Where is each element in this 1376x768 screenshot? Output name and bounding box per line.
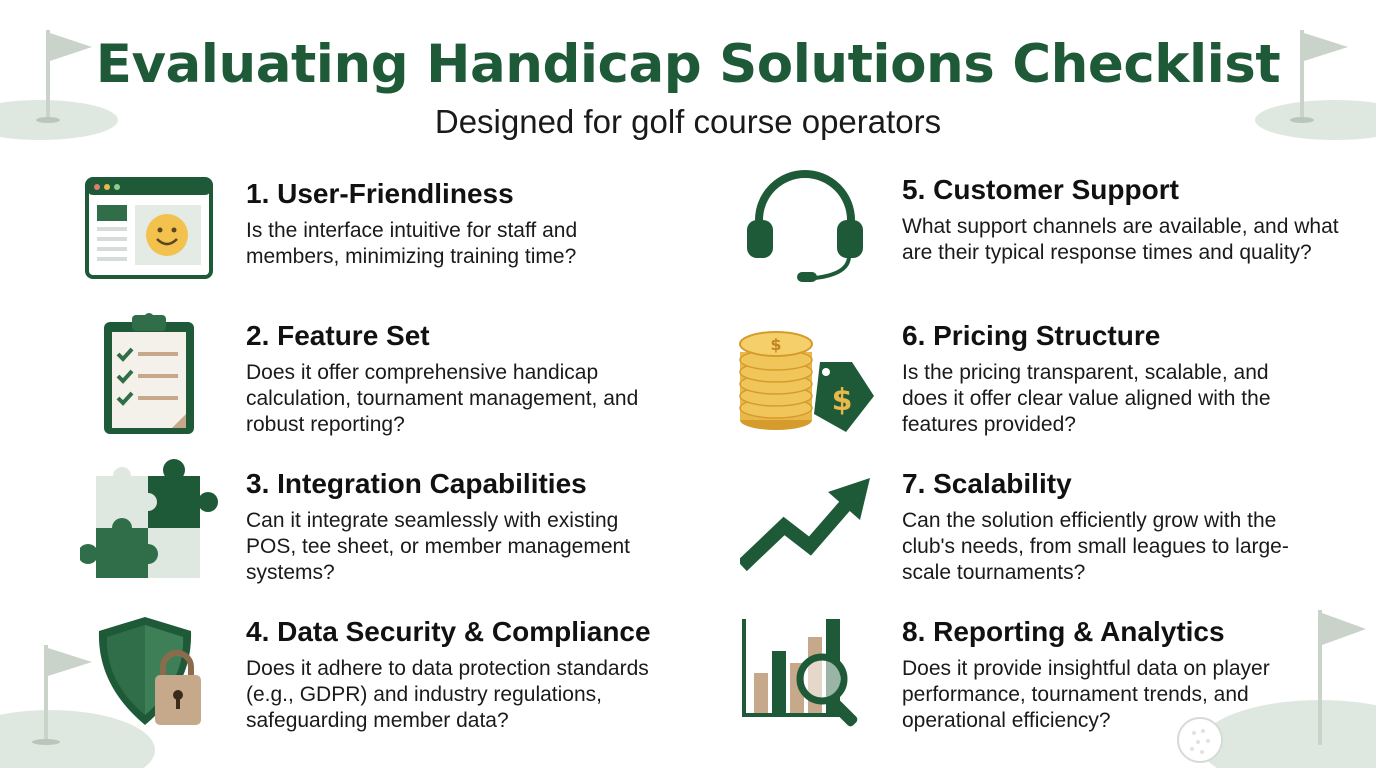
item-title: 4. Data Security & Compliance <box>246 616 651 647</box>
item-title: 5. Customer Support <box>902 174 1179 205</box>
item-title: 8. Reporting & Analytics <box>902 616 1225 647</box>
bar-chart-magnifier-icon <box>740 615 875 730</box>
checklist-item-8 <box>902 616 1372 734</box>
checklist-item-5 <box>902 174 1372 266</box>
checklist-item-6 <box>902 320 1372 438</box>
item-description: What support channels are available, and what are their typical response times and quality? <box>902 215 1339 264</box>
item-description: Does it provide insightful data on player performance, tournament trends, and operational efficiency? <box>902 657 1270 732</box>
item-description: Is the interface intuitive for staff and members, minimizing training time? <box>246 219 578 268</box>
item-title: 7. Scalability <box>902 468 1072 499</box>
checklist-item-7 <box>902 468 1372 586</box>
browser-smiley-icon <box>85 177 213 279</box>
item-description: Can the solution efficiently grow with the club's needs, from small leagues to large-scale tournaments? <box>902 509 1289 584</box>
puzzle-pieces-icon <box>80 458 220 582</box>
item-description: Is the pricing transparent, scalable, and does it offer clear value aligned with the features provided? <box>902 361 1271 436</box>
shield-lock-icon <box>95 615 215 730</box>
headset-icon <box>745 168 865 288</box>
coins-price-tag-icon <box>738 322 878 434</box>
svg-text:$: $ <box>831 383 853 418</box>
item-title: 3. Integration Capabilities <box>246 468 587 499</box>
svg-text:$: $ <box>770 335 782 354</box>
page-subtitle: Designed for golf course operators <box>434 103 942 140</box>
item-title: 6. Pricing Structure <box>902 320 1161 351</box>
item-description: Does it adhere to data protection standards (e.g., GDPR) and industry regulations, safeguarding member data? <box>246 657 649 732</box>
item-description: Can it integrate seamlessly with existing POS, tee sheet, or member management systems? <box>246 509 631 584</box>
item-description: Does it offer comprehensive handicap calculation, tournament management, and robust reporting? <box>246 361 639 436</box>
growth-arrow-icon <box>740 474 874 574</box>
checklist-item-4 <box>246 616 716 734</box>
item-title: 2. Feature Set <box>246 320 430 351</box>
checklist-item-3 <box>246 468 716 586</box>
clipboard-checklist-icon <box>102 310 196 436</box>
checklist-item-2 <box>246 320 716 438</box>
page-title: Evaluating Handicap Solutions Checklist <box>95 34 1281 95</box>
item-title: 1. User-Friendliness <box>246 178 514 209</box>
checklist-item-1 <box>246 178 716 270</box>
